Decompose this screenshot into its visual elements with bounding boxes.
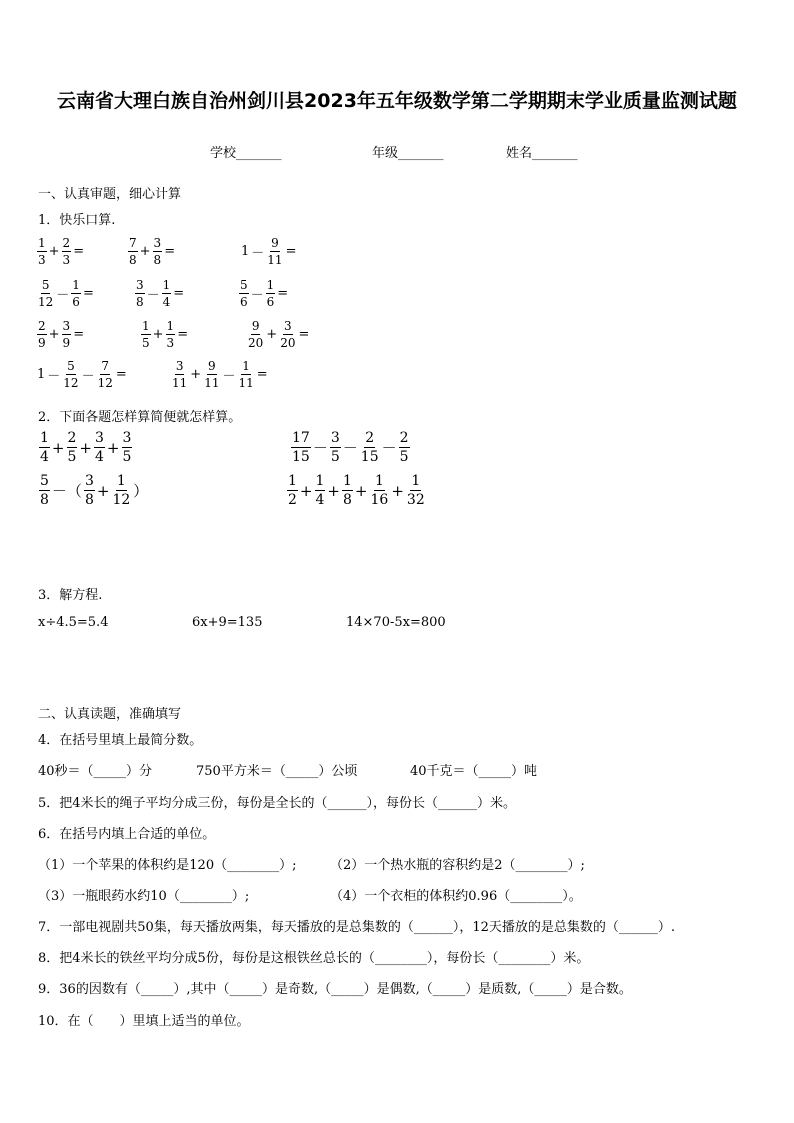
calc-2c: $\frac{5}{6}$ － $\frac{1}{6}$ =: [240, 278, 289, 309]
calc-1c: 1 － $\frac{9}{11}$ =: [241, 236, 297, 267]
equation-3: 14×70-5x=800: [346, 615, 446, 630]
question-8: 8．把4米长的铁丝平均分成5份，每份是这根铁丝总长的（________），每份长（________）米。: [38, 951, 590, 966]
page-title: 云南省大理白族自治州剑川县2023年五年级数学第二学期期末学业质量监测试题: [57, 90, 737, 112]
calc-3a: $\frac{2}{9}$ + $\frac{3}{9}$ =: [38, 319, 85, 350]
equation-2: 6x+9=135: [192, 615, 263, 630]
question-4b: 750平方米＝（_____）公顷: [196, 764, 358, 779]
simplify-a: $\frac{1}{4}$ + $\frac{2}{5}$ + $\frac{3}{4}$ + $\frac{3}{5}$: [40, 430, 132, 465]
question-2: 2．下面各题怎样算简便就怎样算。: [38, 410, 242, 425]
calc-2b: $\frac{3}{8}$ － $\frac{1}{4}$ =: [136, 278, 185, 309]
name-field: 姓名_______: [506, 146, 578, 161]
question-3: 3．解方程.: [38, 588, 103, 603]
simplify-c: $\frac{5}{8}$ －（ $\frac{3}{8}$ + $\frac{1}{12}$ ）: [40, 473, 149, 508]
simplify-d: $\frac{1}{2}$ + $\frac{1}{4}$ + $\frac{1}{8}$ + $\frac{1}{16}$ + $\frac{1}{32}$: [288, 473, 425, 508]
calc-3c: $\frac{9}{20}$ + $\frac{3}{20}$ =: [248, 319, 310, 350]
calc-1a: $\frac{1}{3}$ + $\frac{2}{3}$ =: [38, 236, 85, 267]
calc-3b: $\frac{1}{5}$ + $\frac{1}{3}$ =: [142, 319, 189, 350]
question-4a: 40秒＝（_____）分: [38, 764, 153, 779]
question-7: 7．一部电视剧共50集，每天播放两集，每天播放的是总集数的（______），12天播放的是总集数的（______）.: [38, 920, 675, 935]
question-6-1: （1）一个苹果的体积约是120（________）;: [38, 858, 297, 873]
section2-heading: 二、认真读题，准确填写: [38, 707, 182, 722]
question-6-4: （4）一个衣柜的体积约0.96（________）。: [330, 889, 582, 904]
calc-2a: $\frac{5}{12}$ － $\frac{1}{6}$ =: [38, 278, 94, 309]
calc-1b: $\frac{7}{8}$ + $\frac{3}{8}$ =: [129, 236, 176, 267]
question-10: 10．在（ ）里填上适当的单位。: [38, 1014, 250, 1029]
question-4c: 40千克＝（_____）吨: [410, 764, 538, 779]
question-5: 5．把4米长的绳子平均分成三份，每份是全长的（______），每份长（______）米。: [38, 796, 517, 811]
calc-4b: $\frac{3}{11}$ + $\frac{9}{11}$ － $\frac{1}{11}$ =: [172, 359, 268, 390]
equation-1: x÷4.5=5.4: [38, 615, 109, 630]
question-6: 6．在括号内填上合适的单位。: [38, 827, 216, 842]
question-1: 1．快乐口算.: [38, 213, 116, 228]
question-4: 4．在括号里填上最简分数。: [38, 733, 203, 748]
question-9: 9．36的因数有（_____）,其中（_____）是奇数,（_____）是偶数,（_____）是质数,（_____）是合数。: [38, 982, 632, 997]
grade-field: 年级_______: [372, 146, 444, 161]
school-field: 学校_______: [210, 146, 282, 161]
section1-heading: 一、认真审题，细心计算: [38, 187, 182, 202]
question-6-2: （2）一个热水瓶的容积约是2（________）;: [330, 858, 585, 873]
question-6-3: （3）一瓶眼药水约10（________）;: [38, 889, 250, 904]
simplify-b: $\frac{17}{15}$ － $\frac{3}{5}$ － $\frac{2}{15}$ － $\frac{2}{5}$: [292, 430, 409, 465]
calc-4a: 1 － $\frac{5}{12}$ － $\frac{7}{12}$ =: [37, 359, 127, 390]
